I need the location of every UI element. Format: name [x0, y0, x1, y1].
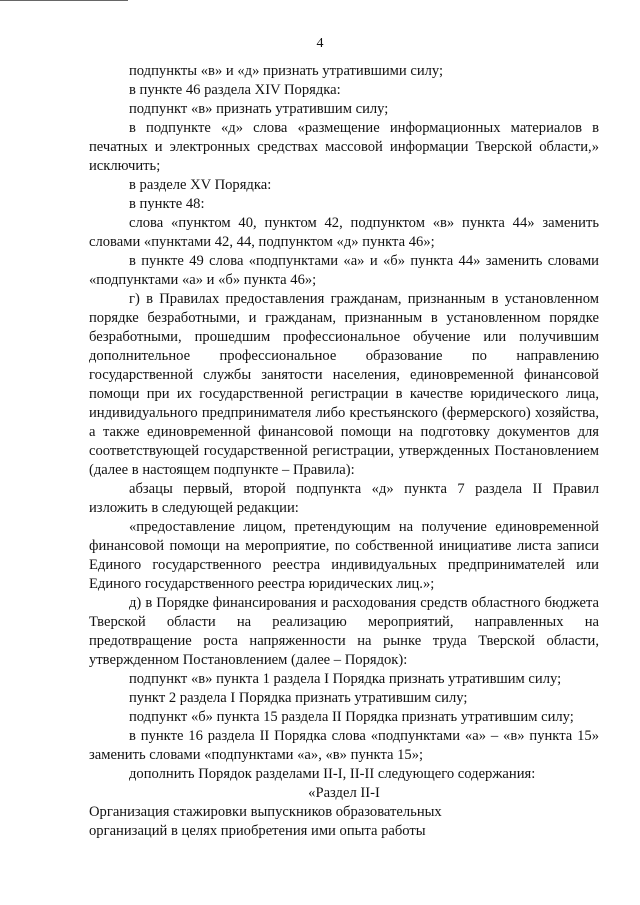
- paragraph: в пункте 46 раздела XIV Порядка:: [129, 82, 341, 98]
- paragraph: подпункт «в» признать утратившим силу;: [129, 101, 389, 117]
- paragraph: дополнить Порядок разделами II-I, II-II следующего содержания:: [129, 766, 536, 782]
- paragraph: «предоставление лицом, претендующим на получение единовременной финансовой помощи на мероприятие, по собственной инициативе листа записи Единого государственного реестра индивидуальных предпринимателей или Единого государственного реестра юридических лиц.»;: [89, 519, 599, 592]
- paragraph: в подпункте «д» слова «размещение информационных материалов в печатных и электронных средствах массовой информации Тверской области,» исключить;: [89, 120, 599, 174]
- paragraph: подпункт «в» пункта 1 раздела I Порядка признать утратившим силу;: [129, 671, 562, 687]
- paragraph: в пункте 16 раздела II Порядка слова «подпунктами «а» – «в» пункта 15» заменить словами «подпунктами «а», «в» пункта 15»;: [89, 728, 599, 763]
- paragraph: г) в Правилах предоставления гражданам, признанным в установленном порядке безработными, и гражданам, признанным в установленном порядке безработными, прошедшим профессиональное обучение или получившим дополнительное профессиональное образование по направлению государственной службы занятости населения, единовременной финансовой помощи при их государственной регистрации в качестве юридического лица, индивидуального предпринимателя либо крестьянского (фермерского) хозяйства, а также единовременной финансовой помощи на подготовку документов для соответствующей государственной регистрации, утвержденных Постановлением (далее в настоящем подпункте – Правила):: [89, 291, 599, 478]
- page-number: 4: [316, 36, 324, 51]
- section-title-line-2: организаций в целях приобретения ими опыта работы: [89, 823, 426, 839]
- paragraph: в разделе XV Порядка:: [129, 177, 272, 193]
- paragraph: подпункт «б» пункта 15 раздела II Порядка признать утратившим силу;: [129, 709, 574, 725]
- document-body: [89, 62, 599, 841]
- paragraph: пункт 2 раздела I Порядка признать утратившим силу;: [129, 690, 468, 706]
- paragraph: в пункте 49 слова «подпунктами «а» и «б» пункта 44» заменить словами «подпунктами «а» и «б» пункта 46»;: [89, 253, 599, 288]
- top-rule: [0, 0, 128, 1]
- paragraph: д) в Порядке финансирования и расходования средств областного бюджета Тверской области на реализацию мероприятий, направленных на предотвращение роста напряженности на рынке труда Тверской области, утвержденном Постановлением (далее – Порядок):: [89, 595, 599, 668]
- section-heading: «Раздел II-I: [308, 785, 380, 801]
- paragraph: абзацы первый, второй подпункта «д» пункта 7 раздела II Правил изложить в следующей редакции:: [89, 481, 599, 516]
- paragraph: подпункты «в» и «д» признать утратившими силу;: [129, 63, 444, 79]
- section-title-line-1: Организация стажировки выпускников образовательных: [89, 804, 442, 820]
- paragraph: в пункте 48:: [129, 196, 205, 212]
- paragraph: слова «пунктом 40, пунктом 42, подпунктом «в» пункта 44» заменить словами «пунктами 42, 44, подпунктом «д» пункта 46»;: [89, 215, 599, 250]
